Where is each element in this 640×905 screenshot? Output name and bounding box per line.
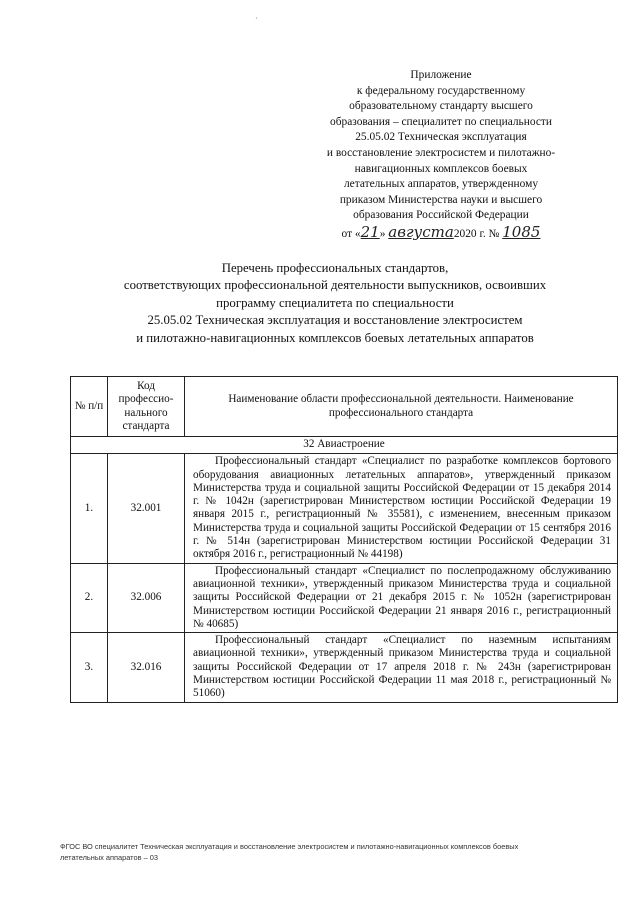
date-prefix: от « — [341, 227, 361, 240]
scan-mark: · — [255, 14, 258, 23]
footer-line: ФГОС ВО специалитет Техническая эксплуатация и восстановление электросистем и пилотажно-навигационных комплексов боевых — [60, 842, 519, 851]
table-row — [71, 454, 618, 563]
group-label: 32 Авиастроение — [71, 437, 618, 454]
table-row — [71, 633, 618, 702]
header-code: Код профессио-нального стандарта — [108, 377, 185, 437]
appendix-line: и восстановление электросистем и пилотажно- — [326, 146, 556, 159]
table-row — [71, 563, 618, 632]
row-num: 2. — [71, 563, 108, 632]
appendix-line: к федеральному государственному — [356, 84, 526, 97]
title-line: соответствующих профессиональной деятельности выпускников, освоивших — [123, 278, 547, 293]
row-text: Профессиональный стандарт «Специалист по послепродажному обслуживанию авиационной техники», утвержденный приказом Министерства труда и социальной защиты Российской Федерации от 21 декабря 2015 г. № 1052н (зарегистрирован Министерством юстиции Российской Федерации 21 января 2016 г., регистрационный № 40685) — [193, 564, 611, 630]
appendix-line: Приложение — [410, 69, 472, 81]
appendix-line: приказом Министерства науки и высшего — [339, 193, 543, 206]
handwritten-month: августа — [388, 222, 454, 241]
row-code: 32.006 — [108, 563, 185, 632]
order-date-line — [300, 222, 582, 243]
date-mid: » — [379, 227, 386, 240]
row-text: Профессиональный стандарт «Специалист по разработке комплексов бортового оборудования авиационных летательных аппаратов», утвержденный приказом Министерства труда и социальной защиты Российской Федерации от 15 декабря 2014 г. № 1042н (зарегистрирован Министерством юстиции Российской Федерации 19 января 2015 г., регистрационный № 35581), с изменением, внесенным приказом Министерства труда и социальной защиты Российской Федерации от 15 сентября 2016 г. № 514н (зарегистрирован Министерством юстиции Российской Федерации 31 октября 2016 г., регистрационный № 44198) — [193, 455, 611, 561]
appendix-block — [300, 68, 582, 243]
document-title — [60, 260, 610, 347]
header-name: Наименование области профессиональной деятельности. Наименование профессионального стандарта — [185, 377, 618, 437]
footer-line: летательных аппаратов – 03 — [60, 852, 158, 862]
row-code: 32.001 — [108, 454, 185, 563]
year-text: 2020 г. № — [453, 227, 500, 240]
table-header-row — [71, 377, 618, 437]
row-num: 1. — [71, 454, 108, 563]
header-num: № п/п — [71, 377, 108, 437]
standards-table — [70, 376, 618, 703]
handwritten-day: 21 — [360, 222, 380, 241]
appendix-line: навигационных комплексов боевых — [354, 162, 528, 175]
appendix-line: образования – специалитет по специальности — [330, 115, 552, 128]
row-code: 32.016 — [108, 633, 185, 702]
title-line: программу специалитета по специальности — [216, 295, 454, 310]
title-line: и пилотажно-навигационных комплексов боевых летательных аппаратов — [136, 330, 534, 345]
appendix-line: образовательному стандарту высшего — [349, 100, 533, 113]
page-footer — [60, 842, 580, 863]
title-line: Перечень профессиональных стандартов, — [221, 261, 449, 275]
appendix-line: летательных аппаратов, утвержденному — [343, 178, 539, 191]
appendix-line: образования Российской Федерации — [353, 209, 529, 222]
appendix-line: 25.05.02 Техническая эксплуатация — [355, 131, 527, 144]
row-text: Профессиональный стандарт «Специалист по наземным испытаниям авиационной техники», утвержденный приказом Министерства труда и социальной защиты Российской Федерации от 17 апреля 2018 г. № 243н (зарегистрирован Министерством юстиции Российской Федерации 11 мая 2018 г., регистрационный № 51060) — [193, 634, 611, 700]
row-num: 3. — [71, 633, 108, 702]
group-row — [71, 437, 618, 454]
title-line: 25.05.02 Техническая эксплуатация и восстановление электросистем — [147, 313, 523, 328]
handwritten-order-number: 1085 — [502, 222, 541, 241]
